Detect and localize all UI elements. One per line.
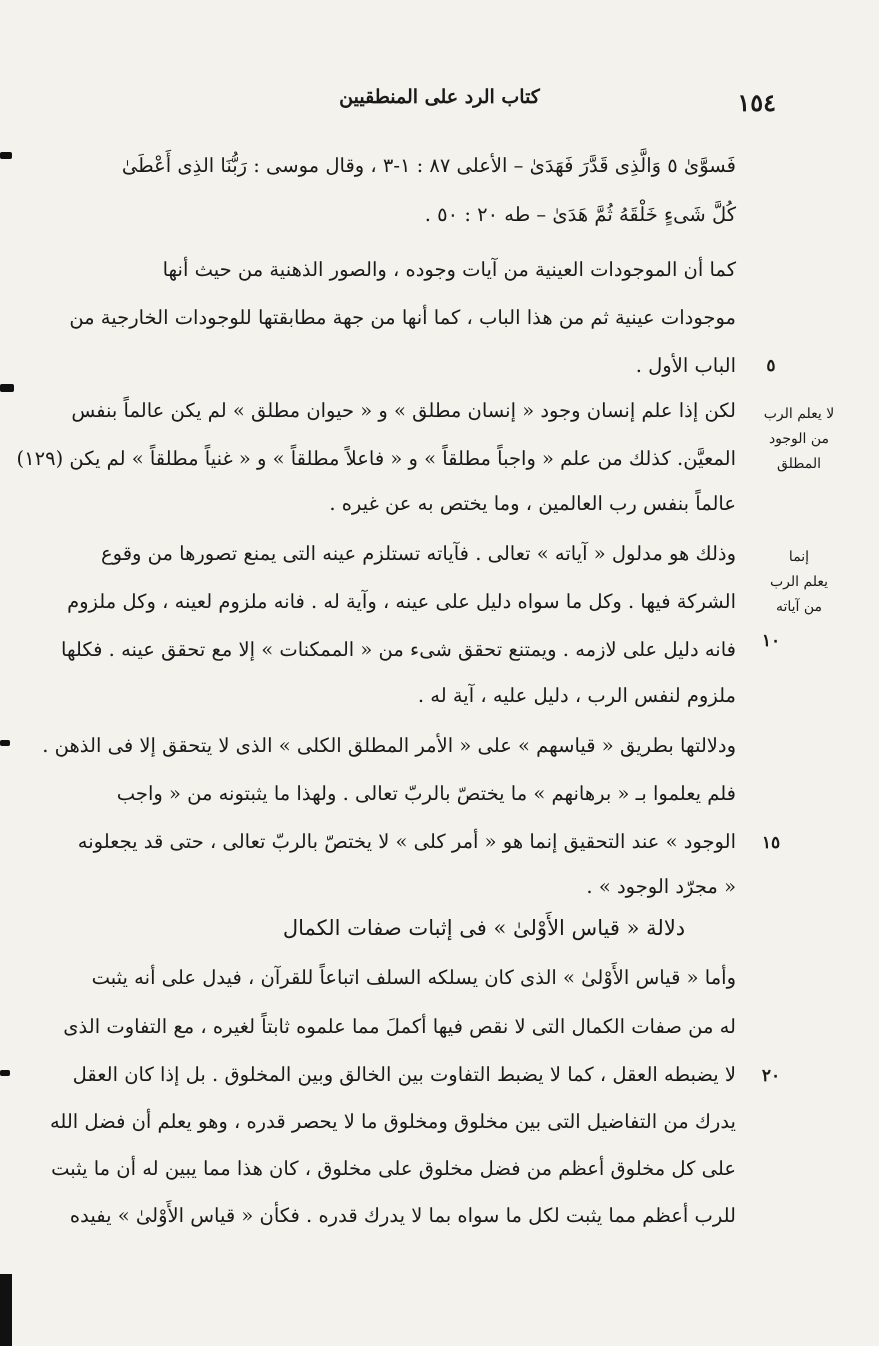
line-number: ١٠: [761, 631, 781, 651]
margin-note-line: من الوجود: [768, 431, 830, 447]
text-line: الباب الأول .: [635, 354, 736, 377]
margin-note: [752, 402, 846, 477]
text-line: لا يضبطه العقل ، كما لا يضبط التفاوت بين الخالق وبين المخلوق . بل إذا كان العقل: [72, 1063, 736, 1086]
text-line: للرب أعظم مما يثبت لكل ما سواه بما لا يدرك قدره . فكأن « قياس الأَوْلىٰ » يفيده: [69, 1204, 736, 1227]
text-line: عالماً بنفس رب العالمين ، وما يختص به عن غيره .: [329, 492, 736, 515]
page-number: ١٥٤: [737, 88, 776, 117]
text-line: كما أن الموجودات العينية من آيات وجوده ، والصور الذهنية من حيث أنها: [162, 258, 736, 281]
margin-note: [752, 545, 846, 620]
text-line: فانه دليل على لازمه . ويمتنع تحقق شىء من « الممكنات » إلا مع تحقق عينه . فكلها: [61, 638, 736, 661]
scan-edge-mark: [0, 740, 10, 746]
text-line: وذلك هو مدلول « آياته » تعالى . فآياته تستلزم عينه التى يمنع تصورها من وقوع: [101, 542, 736, 565]
text-line: « مجرّد الوجود » .: [586, 875, 736, 898]
margin-note-line: لا يعلم الرب: [763, 406, 835, 422]
text-line: ودلالتها بطريق « قياسهم » على « الأمر المطلق الكلى » الذى لا يتحقق إلا فى الذهن .: [42, 734, 736, 757]
line-number: ١٥: [761, 833, 781, 853]
text-line: وأما « قياس الأَوْلىٰ » الذى كان يسلكه السلف اتباعاً للقرآن ، فيدل على أنه يثبت: [91, 966, 736, 989]
text-line: لكن إذا علم إنسان وجود « إنسان مطلق » و « حيوان مطلق » لم يكن عالماً بنفس: [71, 399, 736, 422]
margin-note-line: يعلم الرب: [769, 574, 829, 590]
scan-edge-mark: [0, 1070, 10, 1076]
text-line: على كل مخلوق أعظم من فضل مخلوق على مخلوق ، كان هذا مما يبين له أن ما يثبت: [51, 1157, 736, 1180]
text-line: فَسوَّىٰ ٥ وَالَّذِى قَدَّرَ فَهَدَىٰ – الأعلى ٨٧ : ١-٣ ، وقال موسى : رَبُّنَا الذِى أَعْطَىٰ: [121, 154, 736, 177]
text-line: المعيَّن. كذلك من علم « واجباً مطلقاً » و « فاعلاً مطلقاً » و « غنياً مطلقاً » لم يكن (١٢٩): [16, 447, 736, 470]
line-number: ٢٠: [761, 1066, 781, 1086]
scan-edge-mark: [0, 1274, 12, 1346]
margin-note-line: من آياته: [775, 599, 823, 615]
text-line: يدرك من التفاضيل التى بين مخلوق ومخلوق ما لا يحصر قدره ، وهو يعلم أن فضل الله: [49, 1110, 736, 1133]
section-heading: دلالة « قياس الأَوْلىٰ » فى إثبات صفات الكمال: [282, 916, 686, 940]
text-line: الشركة فيها . وكل ما سواه دليل على عينه ، وآية له . فانه ملزوم لعينه ، وكل ملزوم: [67, 590, 736, 613]
margin-note-line: المطلق: [776, 456, 822, 472]
text-line: له من صفات الكمال التى لا نقص فيها أكملَ مما علموه ثابتاً لغيره ، مع التفاوت الذى: [63, 1015, 736, 1038]
text-line: الوجود » عند التحقيق إنما هو « أمر كلى » لا يختصّ بالربّ تعالى ، حتى قد يجعلونه: [77, 830, 736, 853]
text-line: فلم يعلموا بـ « برهانهم » ما يختصّ بالربّ تعالى . ولهذا ما يثبتونه من « واجب: [116, 782, 736, 805]
running-header-title: كتاب الرد على المنطقيين: [339, 86, 540, 108]
scan-edge-mark: [0, 384, 14, 392]
margin-note-line: إنما: [788, 549, 810, 565]
text-line: ملزوم لنفس الرب ، دليل عليه ، آية له .: [417, 684, 736, 707]
text-line: موجودات عينية ثم من هذا الباب ، كما أنها من جهة مطابقتها للوجودات الخارجية من: [69, 306, 736, 329]
line-number: ٥: [766, 356, 776, 376]
scan-edge-mark: [0, 152, 12, 159]
text-line: كُلَّ شَىءٍ خَلْقَهُ ثُمَّ هَدَىٰ – طه ٢٠ : ٥٠ .: [424, 203, 736, 226]
